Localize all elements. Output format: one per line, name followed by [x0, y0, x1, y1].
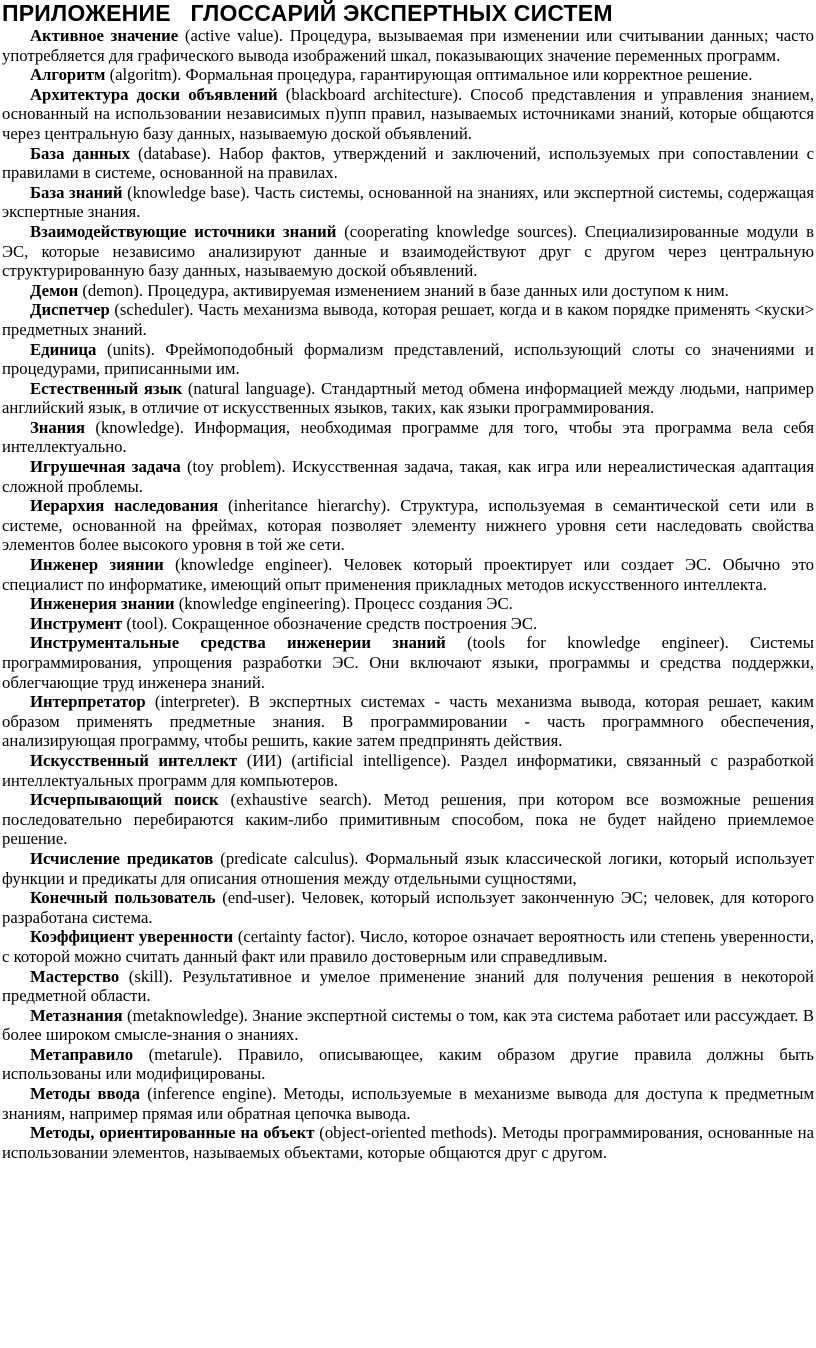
glossary-term: Игрушечная задача [30, 457, 181, 477]
glossary-entry [2, 222, 814, 281]
glossary-term: Методы ввода [30, 1084, 141, 1104]
glossary-definition: (blackboard architecture). Способ представления и управления знанием, основанный на использовании независимых п)упп правил, называемых источниками знаний, которые общаются через центральную базу данных, называемую доской объявлений. [2, 84, 814, 143]
glossary-entry [2, 1006, 814, 1045]
glossary-term: Исчерпывающий поиск [30, 790, 219, 810]
glossary-definition: (inference engine). Методы, используемые в механизме вывода для доступа к предметным знаниям, например прямая или обратная цепочка вывода. [2, 1084, 815, 1123]
glossary-definition: (tool). Сокращенное обозначение средств построения ЭС. [122, 613, 538, 633]
glossary-entry [2, 340, 814, 379]
glossary-entry [2, 65, 814, 85]
glossary-entry [2, 751, 814, 790]
glossary-entry [2, 1045, 814, 1084]
document-title: ПРИЛОЖЕНИЕ ГЛОССАРИЙ ЭКСПЕРТНЫХ СИСТЕМ [2, 0, 613, 26]
glossary-entry [2, 692, 814, 751]
glossary-entry [2, 888, 814, 927]
glossary-entry [2, 26, 814, 65]
glossary-entry [2, 457, 814, 496]
glossary-term: Метазнания [30, 1005, 123, 1025]
glossary-term: Знания [30, 417, 86, 437]
glossary-definition: (active value). Процедура, вызываемая при изменении или считывании данных; часто употребляется для графического вывода изображений шкал, показывающих значение переменных программ. [2, 26, 814, 65]
glossary-definition: (interpreter). В экспертных системах - часть механизма вывода, которая решает, каким образом применять предметные знания. В программировании - часть программного обеспечения, анализирующая программу, чтобы решить, какие затем предпринять действия. [2, 692, 814, 751]
glossary-term: Архитектура доски объявлений [30, 84, 278, 104]
glossary-definition: (skill). Результативное и умелое применение знаний для получения решения в некоторой предметной области. [2, 966, 814, 1006]
glossary-term: Естественный язык [30, 378, 183, 398]
glossary-term: Исчисление предикатов [30, 848, 214, 868]
glossary-entry [2, 849, 814, 888]
glossary-definition: (certainty factor). Число, которое означает вероятность или степень уверенности, с которой можно считать данный факт или правило достоверным или справедливым. [2, 927, 814, 966]
glossary-definition: (database). Набор фактов, утверждений и заключений, используемых при сопоставлении с правилами в системе, основанной на правилах. [2, 143, 814, 183]
glossary-definition: (metarule). Правило, описывающее, каким образом другие правила должны быть использованы или модифицированы. [2, 1044, 814, 1084]
glossary-entry [2, 418, 814, 457]
glossary-definition: (predicate calculus). Формальный язык классической логики, который использует функции и предикаты для описания отношения между отдельными сущностями, [2, 848, 814, 888]
glossary-definition: (toy problem). Искусственная задача, такая, как игра или нереалистическая адаптация сложной проблемы. [2, 457, 814, 496]
glossary-definition: (knowledge). Информация, необходимая программе для того, чтобы эта программа вела себя интеллектуально. [2, 417, 814, 457]
glossary-definition: (demon). Процедура, активируемая изменением знаний в базе данных или доступом к ним. [78, 280, 729, 300]
glossary-term: Демон [30, 280, 79, 300]
glossary-term: Инженерия знании [30, 594, 175, 614]
glossary-definition: (end-user). Человек, который использует законченную ЭС; человек, для которого разработана система. [2, 888, 814, 927]
glossary-term: Коэффициент уверенности [30, 927, 234, 947]
glossary-term: База знаний [30, 182, 123, 202]
glossary-term: Иерархия наследования [30, 496, 219, 516]
glossary-entry [2, 555, 814, 594]
glossary-entry [2, 927, 814, 966]
glossary-entry [2, 379, 814, 418]
glossary-term: Методы, ориентированные на объект [30, 1123, 315, 1143]
glossary-entry [2, 496, 814, 555]
glossary-term: Метаправило [30, 1044, 134, 1064]
glossary-term: Инструментальные средства инженерии знаний [30, 633, 446, 653]
glossary-definition: (algoritm). Формальная процедура, гарантирующая оптимальное или корректное решение. [105, 65, 753, 85]
glossary-entry [2, 594, 814, 614]
glossary-entry [2, 85, 814, 144]
glossary-definition: (inheritance hierarchy). Структура, используемая в семантической сети или в системе, основанной на фреймах, которая позволяет элементу нижнего уровня сети наследовать свойства элементов более высокого уровня в той же сети. [2, 496, 814, 555]
glossary-definition: (knowledge base). Часть системы, основанной на знаниях, или экспертной системы, содержащая экспертные знания. [2, 182, 814, 222]
glossary-entry [2, 281, 814, 301]
glossary-entry [2, 144, 814, 183]
glossary-entry [2, 1084, 814, 1123]
glossary-definition: (units). Фреймоподобный формализм представлений, использующий слоты со значениями и процедурами, приписанными им. [2, 339, 814, 379]
glossary-entry [2, 967, 814, 1006]
glossary-term: Единица [30, 339, 97, 359]
glossary-definition: (exhaustive search). Метод решения, при котором все возможные решения последовательно перебираются каким-либо примитивным способом, пока не будет найдено приемлемое решение. [2, 790, 814, 849]
glossary-term: Искусственный интеллект [30, 750, 238, 770]
glossary-definition: (ИИ) (artificial intelligence). Раздел информатики, связанный с разработкой интеллектуальных программ для компьютеров. [2, 750, 814, 790]
glossary-entry [2, 614, 814, 634]
glossary-definition: (tools for knowledge engineer). Системы программирования, упрощения разработки ЭС. Они включают языки, программы и средства поддержки, облегчающие труд инженера знаний. [2, 633, 814, 692]
glossary-definition: (knowledge engineer). Человек который проектирует или создает ЭС. Обычно это специалист по информатике, имеющий опыт применения прикладных методов искусственного интеллекта. [2, 555, 814, 594]
glossary-term: Мастерство [30, 966, 120, 986]
glossary-term: Инструмент [30, 613, 123, 633]
glossary-definition: (metaknowledge). Знание экспертной системы о том, как эта система работает или рассуждает. В более широком смысле-знания о знаниях. [2, 1005, 814, 1045]
glossary-definition: (knowledge engineering). Процесс создания ЭС. [174, 594, 513, 614]
glossary-term: База данных [30, 143, 130, 163]
glossary-definition: (object-oriented methods). Методы программирования, основанные на использовании элементов, называемых объектами, которые общаются друг с другом. [2, 1123, 814, 1162]
glossary-entry [2, 633, 814, 692]
glossary-term: Взаимодействующие источники знаний [30, 221, 337, 241]
glossary-definition: (scheduler). Часть механизма вывода, которая решает, когда и в каком порядке применять <куски> предметных знаний. [2, 300, 814, 339]
glossary-term: Диспетчер [30, 300, 110, 320]
glossary-entry [2, 183, 814, 222]
glossary-term: Конечный пользователь [30, 888, 216, 908]
glossary-term: Алгоритм [30, 65, 106, 85]
glossary-term: Интерпретатор [30, 692, 146, 712]
glossary-definition: (natural language). Стандартный метод обмена информацией между людьми, например английский язык, в отличие от искусственных языков, таких, как языки программирования. [2, 378, 814, 418]
glossary-term: Инженер зиянии [30, 555, 164, 575]
glossary-definition: (cooperating knowledge sources). Специализированные модули в ЭС, которые независимо анализируют данные и взаимодействуют друг с другом через центральную структурированную базу данных, называемую доской объявлений. [2, 221, 814, 281]
glossary-term: Активное значение [30, 26, 179, 45]
glossary-entry [2, 1123, 814, 1162]
glossary-list [2, 26, 814, 1162]
glossary-entry [2, 300, 814, 339]
glossary-entry [2, 790, 814, 849]
